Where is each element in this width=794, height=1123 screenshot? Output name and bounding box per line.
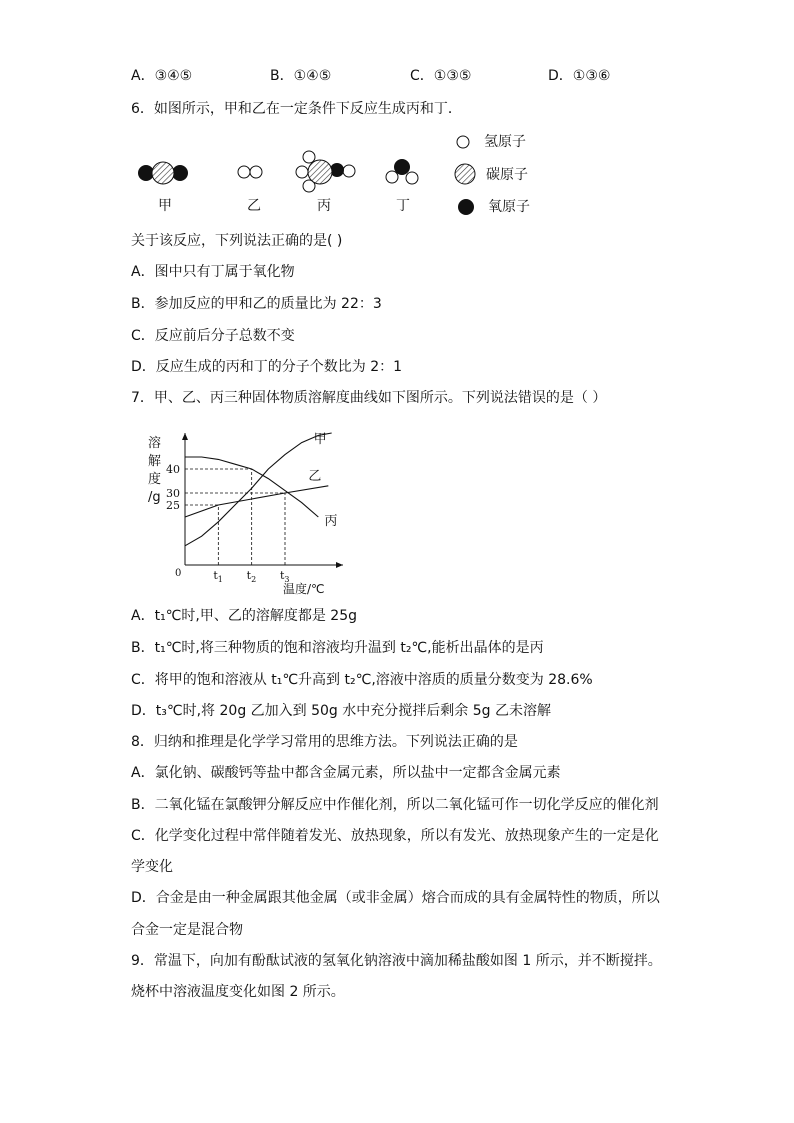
series-label-curve-bing: 丙	[324, 514, 338, 529]
molecule-yi-h2-icon	[238, 166, 262, 178]
molecule-label-jia: 甲	[158, 198, 172, 214]
q7-option-d: D．t₃℃时,将 20g 乙加入到 50g 水中充分搅拌后剩余 5g 乙未溶解	[131, 703, 551, 719]
q8-option-c: C．化学变化过程中常伴随着发光、放热现象，所以有发光、放热现象产生的一定是化	[131, 828, 659, 844]
x-axis-label: 温度/℃	[283, 582, 325, 596]
q6-option-c: C．反应前后分子总数不变	[131, 328, 295, 344]
x-tick-label: $t_3$	[280, 569, 290, 584]
q8-option-c-cont: 学变化	[131, 859, 173, 875]
legend-oxygen-icon	[458, 199, 474, 215]
q6-option-b: B．参加反应的甲和乙的质量比为 22：3	[131, 296, 382, 312]
molecule-label-bing: 丙	[317, 198, 331, 214]
q8-option-b: B．二氧化锰在氯酸钾分解反应中作催化剂，所以二氧化锰可作一切化学反应的催化剂	[131, 797, 659, 813]
q7-solubility-chart	[140, 425, 340, 605]
x-tick-label: $t_1$	[213, 569, 223, 584]
q6-stem: 6．如图所示，甲和乙在一定条件下反应生成丙和丁．	[131, 101, 462, 117]
y-tick-label: 25	[166, 499, 180, 512]
legend-oxygen-label: 氧原子	[488, 199, 530, 215]
y-axis-arrow	[182, 433, 188, 440]
y-tick-label: 40	[166, 463, 180, 476]
q5-option-b: B．①④⑤	[270, 68, 332, 84]
q5-option-d: D．①③⑥	[548, 68, 611, 84]
y-axis-label-part: 溶	[148, 436, 162, 451]
q6-option-d: D．反应生成的丙和丁的分子个数比为 2：1	[131, 359, 403, 375]
q8-option-d-cont: 合金一定是混合物	[131, 922, 243, 938]
curve-yi	[185, 486, 328, 517]
legend-hydrogen-icon	[457, 136, 469, 148]
legend-carbon-icon	[455, 164, 475, 184]
y-axis-label-part: /g	[148, 490, 161, 505]
series-label-curve-jia: 甲	[313, 432, 327, 447]
molecule-jia-co2-icon	[138, 162, 188, 184]
series-label-curve-yi: 乙	[308, 468, 322, 484]
y-axis-label-part: 度	[148, 472, 162, 487]
origin-label: 0	[175, 568, 182, 579]
q6-option-a: A．图中只有丁属于氧化物	[131, 264, 295, 280]
q7-stem: 7．甲、乙、丙三种固体物质溶解度曲线如下图所示。下列说法错误的是（ ）	[131, 390, 607, 406]
q9-stem-line2: 烧杯中溶液温度变化如图 2 所示。	[131, 984, 345, 1000]
q7-option-c: C．将甲的饱和溶液从 t₁℃升高到 t₂℃,溶液中溶质的质量分数变为 28.6%	[131, 672, 593, 688]
q6-prompt: 关于该反应，下列说法正确的是( )	[131, 233, 343, 249]
legend-hydrogen-label: 氢原子	[484, 134, 526, 150]
q8-option-d: D．合金是由一种金属跟其他金属（或非金属）熔合而成的具有金属特性的物质，所以	[131, 890, 660, 906]
x-tick-label: $t_2$	[246, 569, 257, 584]
q8-stem: 8．归纳和推理是化学学习常用的思维方法。下列说法正确的是	[131, 734, 518, 750]
q7-option-a: A．t₁℃时,甲、乙的溶解度都是 25g	[131, 608, 358, 624]
y-axis-label-part: 解	[148, 454, 162, 469]
molecule-ding-water-icon	[386, 159, 418, 184]
q5-option-a: A．③④⑤	[131, 68, 193, 84]
q5-option-c: C．①③⑤	[410, 68, 472, 84]
q7-option-b: B．t₁℃时,将三种物质的饱和溶液均升温到 t₂℃,能析出晶体的是丙	[131, 640, 544, 656]
q9-stem-line1: 9．常温下，向加有酚酞试液的氢氧化钠溶液中滴加稀盐酸如图 1 所示，并不断搅拌。	[131, 953, 662, 969]
q6-molecule-diagram	[0, 0, 794, 230]
legend-carbon-label: 碳原子	[486, 167, 528, 183]
molecule-bing-methanol-icon	[296, 151, 355, 192]
x-axis-arrow	[336, 562, 343, 568]
y-tick-label: 30	[166, 487, 180, 500]
q8-option-a: A．氯化钠、碳酸钙等盐中都含金属元素，所以盐中一定都含金属元素	[131, 765, 561, 781]
molecule-label-yi: 乙	[247, 198, 261, 214]
molecule-label-ding: 丁	[396, 198, 410, 214]
